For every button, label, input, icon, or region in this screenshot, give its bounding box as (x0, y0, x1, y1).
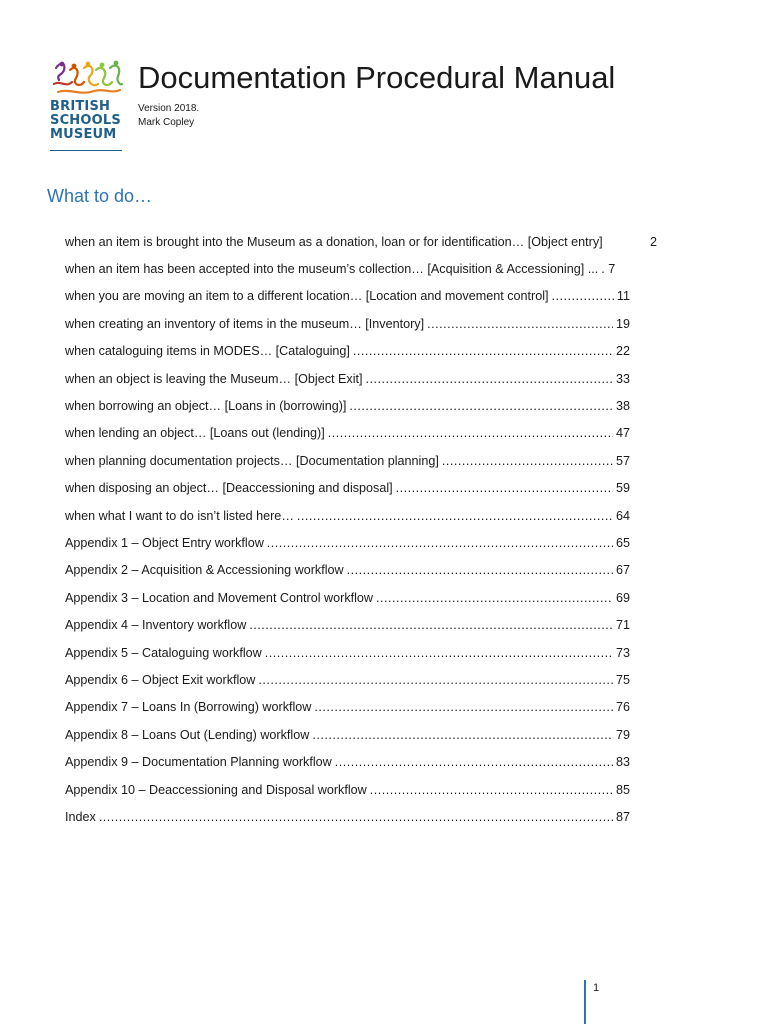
toc-entry-text: when disposing an object… [Deaccessioning and disposal] (65, 481, 393, 496)
toc-page-number: 59 (615, 481, 630, 496)
toc-entry-text: Index (65, 809, 96, 824)
toc-page-number: 33 (615, 371, 630, 386)
toc-page-number: 7 (608, 262, 616, 277)
toc-entry-text: Appendix 2 – Acquisition & Accessioning workflow (65, 563, 344, 578)
toc-dot-leader (366, 372, 613, 386)
toc-page-number: 2 (650, 234, 658, 249)
toc-page-number: 11 (616, 289, 630, 304)
toc-entry-text: when an item is brought into the Museum as a donation, loan or for identification… [Object entry] (65, 234, 603, 249)
toc-page-number: 71 (615, 618, 630, 633)
logo-line-2: SCHOOLS (50, 113, 121, 128)
toc-page-number: 75 (615, 672, 630, 687)
toc-entry[interactable] (65, 283, 630, 310)
logo-underline (50, 150, 122, 151)
toc-entry-text: when borrowing an object… [Loans in (borrowing)] (65, 399, 347, 414)
toc-page-number: 73 (615, 645, 630, 660)
toc-entry[interactable] (65, 255, 630, 282)
logo-figures-icon (50, 58, 124, 98)
toc-dot-leader (267, 536, 613, 550)
toc-dot-leader (328, 426, 613, 440)
toc-entry-text: Appendix 4 – Inventory workflow (65, 618, 247, 633)
toc-entry-text: Appendix 3 – Location and Movement Control workflow (65, 590, 374, 605)
toc-entry-text: Appendix 7 – Loans In (Borrowing) workflow (65, 700, 312, 715)
toc-dot-leader (353, 344, 613, 358)
toc-page-number: 69 (615, 590, 630, 605)
toc-dot-leader (442, 454, 613, 468)
toc-page-number: 85 (615, 782, 630, 797)
toc-dot-leader (552, 289, 614, 303)
version-label: Version 2018. (138, 103, 200, 114)
toc-entry-text: when an object is leaving the Museum… [Object Exit] (65, 371, 363, 386)
toc-dot-leader (427, 317, 613, 331)
toc-dot-leader (601, 262, 605, 276)
toc-entry[interactable] (65, 721, 630, 748)
toc-entry-text: Appendix 9 – Documentation Planning workflow (65, 755, 332, 770)
toc-entry-text: Appendix 1 – Object Entry workflow (65, 535, 264, 550)
toc-dot-leader (249, 618, 613, 632)
toc-entry[interactable] (65, 748, 630, 775)
british-schools-museum-logo (48, 58, 126, 152)
logo-wordmark (50, 100, 126, 142)
toc-entry[interactable] (65, 776, 630, 803)
toc-entry-text: Appendix 8 – Loans Out (Lending) workflow (65, 727, 310, 742)
toc-dot-leader (376, 591, 613, 605)
author-label: Mark Copley (138, 117, 195, 128)
toc-entry-text: when creating an inventory of items in the museum… [Inventory] (65, 316, 425, 331)
toc-entry[interactable] (65, 529, 630, 556)
toc-dot-leader (349, 399, 613, 413)
toc-page-number: 47 (615, 426, 630, 441)
toc-entry-text: when cataloguing items in MODES… [Cataloguing] (65, 344, 350, 359)
toc-entry[interactable] (65, 557, 630, 584)
toc-entry[interactable] (65, 228, 658, 255)
toc-entry-text: when what I want to do isn’t listed here… (65, 508, 294, 523)
toc-page-number: 65 (615, 535, 630, 550)
toc-page-number: 38 (615, 399, 630, 414)
toc-entry[interactable] (65, 392, 630, 419)
toc-entry-text: when you are moving an item to a different location… [Location and movement control] (65, 289, 549, 304)
toc-dot-leader (258, 673, 613, 687)
toc-page-number: 57 (615, 453, 630, 468)
toc-entry[interactable] (65, 310, 630, 337)
toc-entry[interactable] (65, 584, 630, 611)
toc-page-number: 22 (615, 344, 630, 359)
toc-dot-leader (370, 783, 613, 797)
toc-page-number: 19 (615, 316, 630, 331)
document-title: Documentation Procedural Manual (138, 60, 616, 95)
section-heading: What to do… (47, 186, 153, 206)
toc-entry[interactable] (65, 666, 630, 693)
table-of-contents (65, 228, 658, 831)
toc-dot-leader (396, 481, 613, 495)
toc-page-number: 79 (615, 727, 630, 742)
document-meta (138, 102, 199, 130)
toc-entry[interactable] (65, 502, 630, 529)
toc-entry[interactable] (65, 803, 630, 830)
toc-dot-leader (335, 755, 613, 769)
toc-entry[interactable] (65, 639, 630, 666)
toc-entry[interactable] (65, 475, 630, 502)
toc-entry[interactable] (65, 447, 630, 474)
toc-entry[interactable] (65, 365, 630, 392)
logo-line-3: MUSEUM (50, 127, 117, 142)
toc-entry-text: Appendix 6 – Object Exit workflow (65, 672, 256, 687)
toc-entry-text: Appendix 10 – Deaccessioning and Disposal workflow (65, 782, 367, 797)
toc-entry-text: when lending an object… [Loans out (lending)] (65, 426, 325, 441)
toc-dot-leader (297, 509, 613, 523)
toc-dot-leader (347, 563, 613, 577)
toc-page-number: 64 (615, 508, 630, 523)
toc-entry[interactable] (65, 420, 630, 447)
toc-entry[interactable] (65, 338, 630, 365)
toc-dot-leader (312, 728, 613, 742)
toc-page-number: 83 (615, 755, 630, 770)
toc-entry-text: when planning documentation projects… [Documentation planning] (65, 453, 439, 468)
page-number: 1 (593, 982, 600, 994)
logo-line-1: BRITISH (50, 99, 111, 114)
toc-entry[interactable] (65, 611, 630, 638)
footer-divider (584, 980, 586, 1024)
toc-page-number: 87 (615, 809, 630, 824)
toc-entry-text: when an item has been accepted into the museum’s collection… [Acquisition & Accessioning] ... (65, 262, 599, 277)
toc-page-number: 76 (615, 700, 630, 715)
toc-dot-leader (99, 810, 613, 824)
toc-dot-leader (265, 646, 613, 660)
toc-entry[interactable] (65, 694, 630, 721)
toc-entry-text: Appendix 5 – Cataloguing workflow (65, 645, 262, 660)
toc-page-number: 67 (615, 563, 630, 578)
toc-dot-leader (314, 700, 613, 714)
